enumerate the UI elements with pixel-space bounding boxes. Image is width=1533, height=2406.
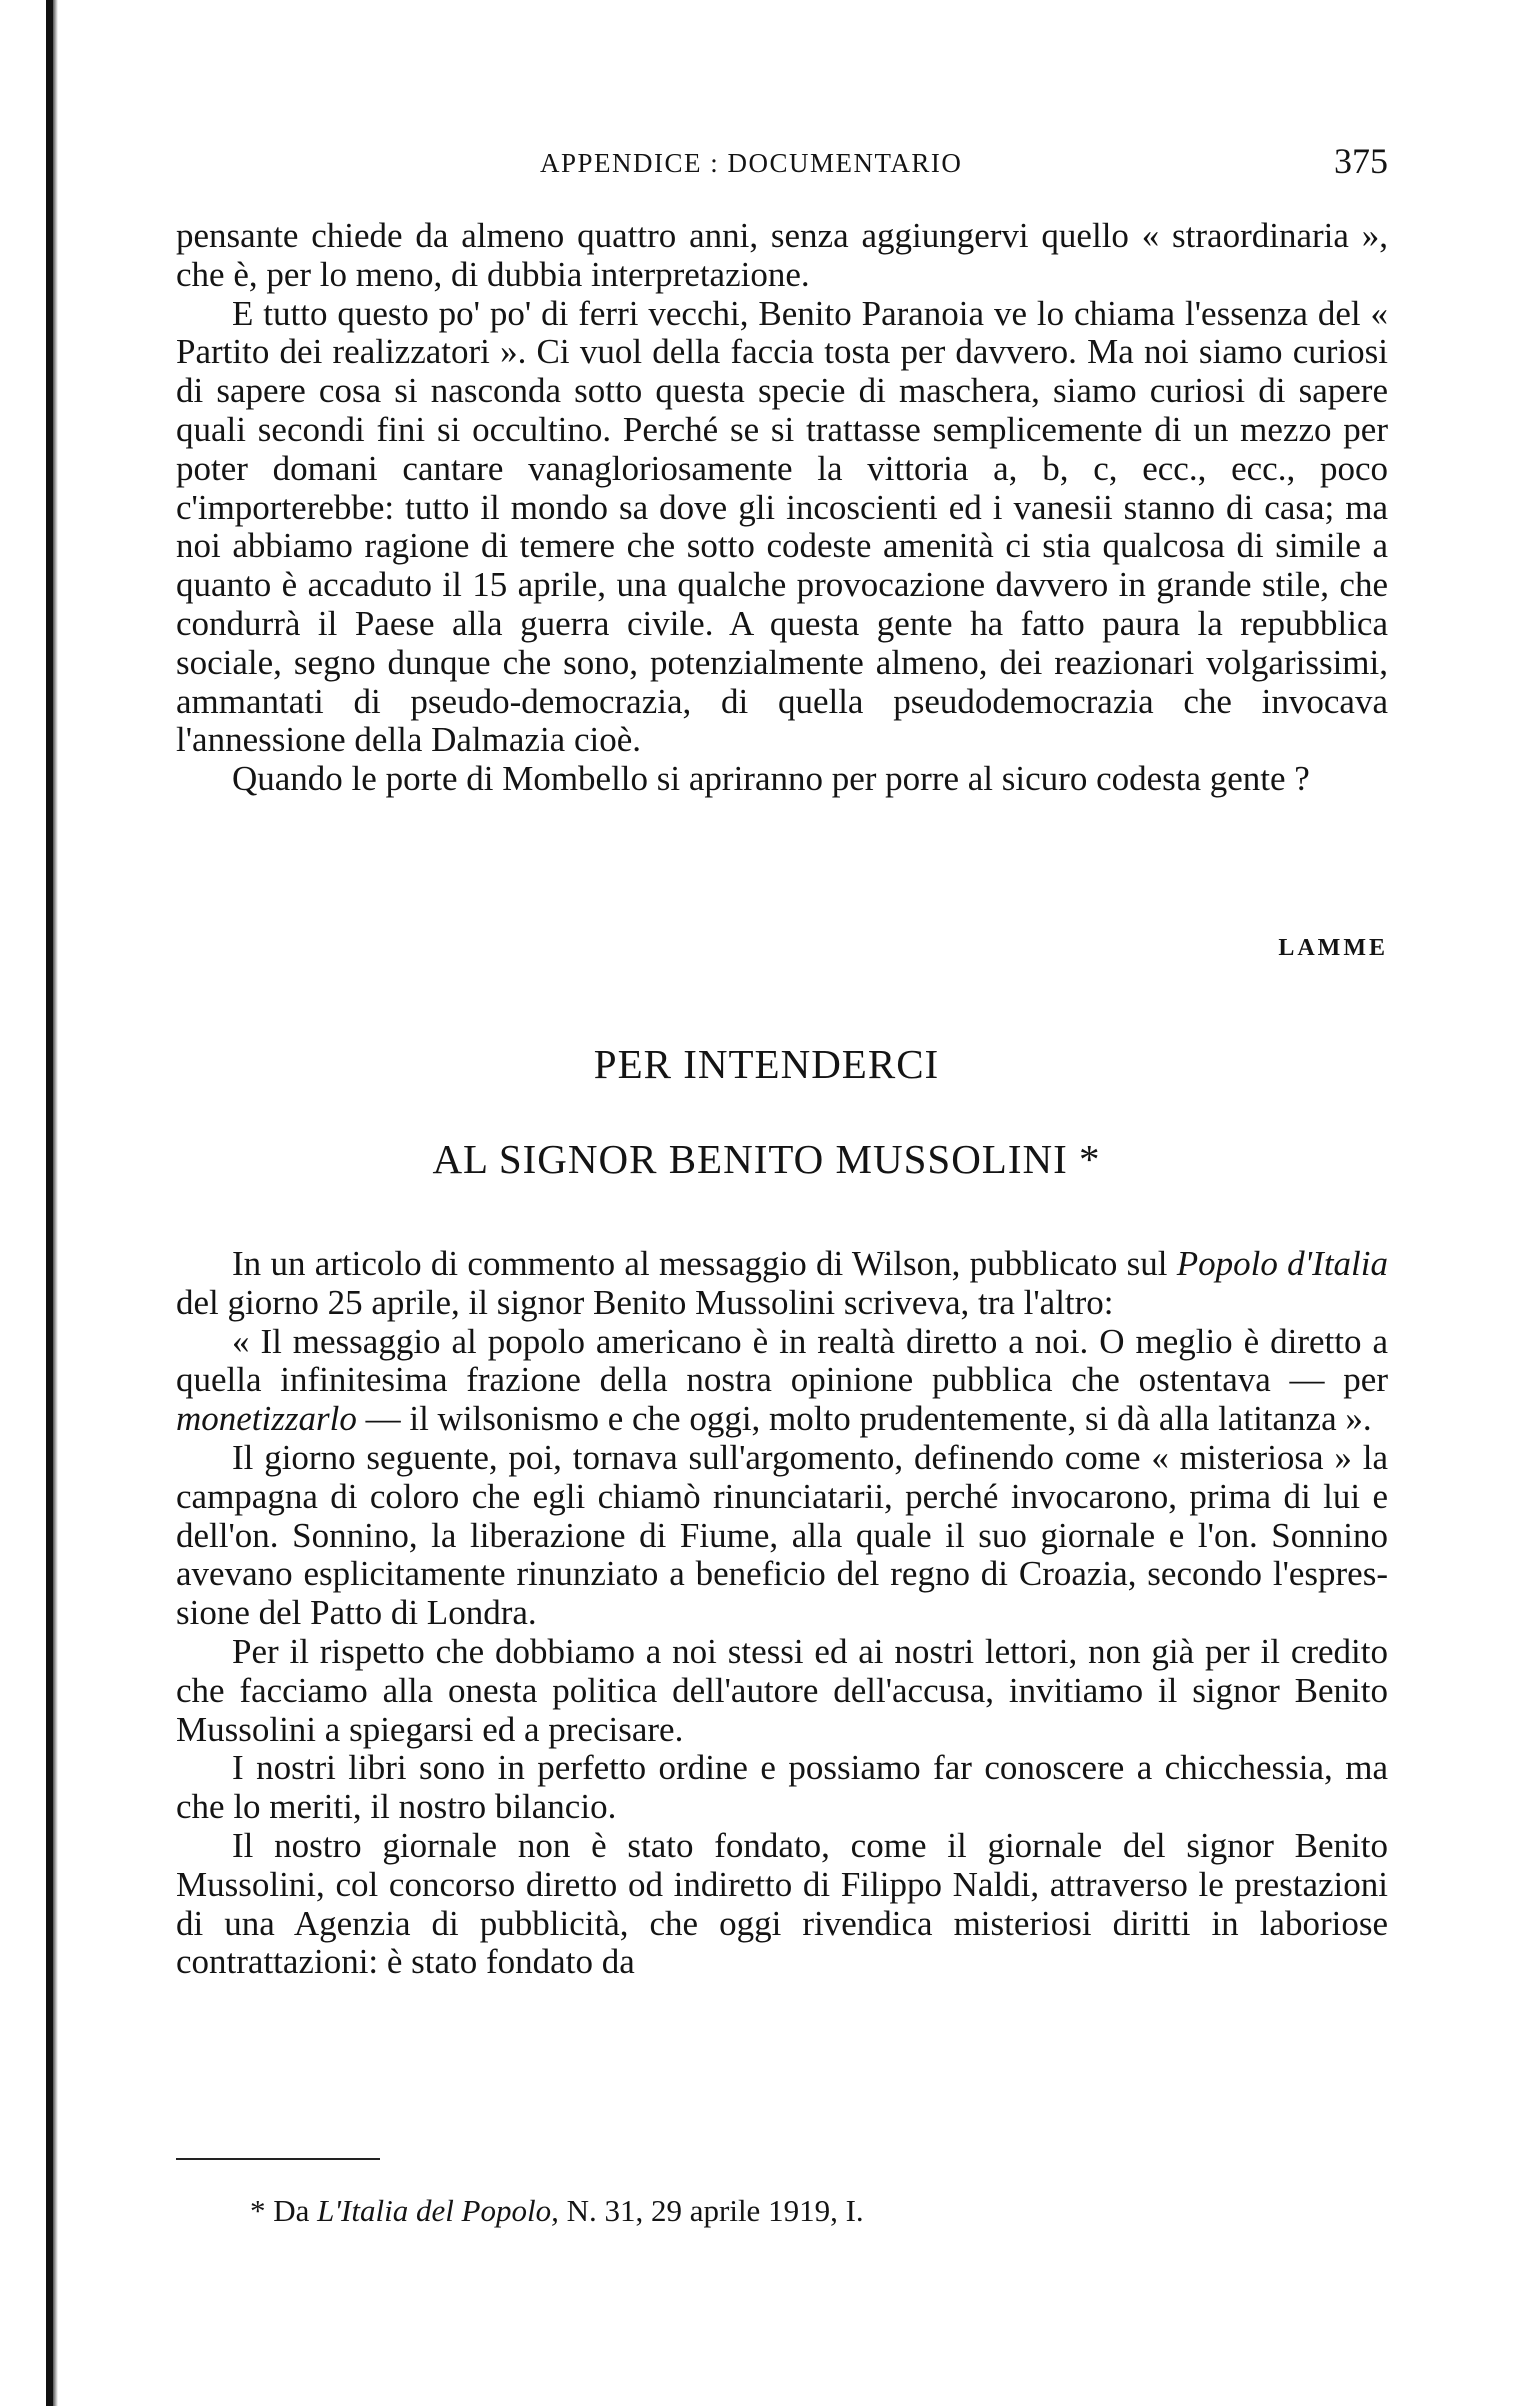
section-heading: PER INTENDERCI: [593, 1041, 940, 1087]
paragraph: E tutto questo po' po' di ferri vecchi, Benito Paranoia ve lo chiama l'essenza del « Partito dei realizzatori ». Ci vuol della faccia tosta per davvero. Ma noi siamo curiosi di sapere cosa si nasconda sotto questa specie di maschera, siamo curiosi di sapere quali secondi fini si occultino. Perché se si trattasse semplicemente di un mezzo per poter domani cantare vanagloriosamente la vittoria a, b, c, ecc., ecc., poco c'importerebbe: tutto il mondo sa dove gli incoscienti ed i vanesii stanno di casa; ma noi abbiamo ragione di temere che sotto codeste amenità ci stia qualcosa di simile a quanto è accaduto il 15 aprile, una qualche provocazione davvero in grande stile, che condurrà il Paese alla guerra civile. A questa gente ha fatto paura la repubblica sociale, segno dunque che sono, potenzialmente almeno, dei reazionari volgarissimi, ammantati di pseudo-democrazia, di quella pseudodemocrazia che invocava l'annessione della Dalmazia cioè.: [176, 293, 1388, 760]
page-spine-edge: [46, 0, 53, 2406]
footnote-prefix: * Da: [250, 2193, 318, 2228]
paragraph: pensante chiede da almeno quattro anni, senza aggiungervi quello « straordinaria », che è, per lo meno, di dubbia interpretazione.: [176, 216, 1388, 294]
footnote-divider: [176, 2158, 380, 2160]
footnote-suffix: N. 31, 29 aprile 1919, I.: [558, 2193, 864, 2228]
author-signature: LAMME: [1278, 935, 1388, 961]
newspaper-name: Popolo d'Italia: [1176, 1244, 1388, 1283]
text-run: — il wilsonismo e che oggi, molto prudentemente, si dà alla latitanza ».: [356, 1399, 1372, 1439]
paragraph: Il giorno seguente, poi, tornava sull'argomento, definendo come « misteriosa » la campagna di coloro che egli chiamò rinunciatarii, perché invocarono, prima di lui e dell'on. Sonnino, la liberazione di Fiume, alla quale il suo giornale e l'on. Sonnino avevano esplicitamente rinunziato a beneficio del regno di Croazia, secondo l'espressione del Patto di Londra.: [176, 1437, 1388, 1633]
footnote-source: L'Italia del Popolo,: [317, 2193, 559, 2228]
page-header: [176, 136, 1388, 196]
running-title: APPENDICE : DOCUMENTARIO: [540, 148, 963, 178]
text-run: In un articolo di commento al messaggio di Wilson, pubblicato sul: [232, 1244, 1177, 1283]
paragraph: Per il rispetto che dobbiamo a noi stessi ed ai nostri lettori, non già per il credito che facciamo alla onesta politica dell'autore dell'accusa, invitiamo il signor Benito Mussolini a spiegarsi ed a precisare.: [176, 1631, 1388, 1749]
paragraph: Il nostro giornale non è stato fondato, come il giornale del signor Benito Mussolini, col concorso diretto od indiretto di Filippo Naldi, attraverso le prestazioni di una Agenzia di pubblicità, che oggi rivendica misteriosi diritti in laboriose contrattazioni: è stato fondato da: [176, 1825, 1388, 1982]
paragraph: [176, 1245, 1388, 1323]
article-body: [176, 1245, 1388, 1982]
previous-article-text: [176, 217, 1388, 799]
page-spine-shadow: [53, 0, 58, 2406]
article-title: AL SIGNOR BENITO MUSSOLINI *: [432, 1136, 1101, 1182]
emphasized-word: monetizzarlo: [176, 1399, 357, 1439]
footnote: [250, 2193, 864, 2229]
text-run: del giorno 25 aprile, il signor Benito Mussolini scriveva, tra l'altro:: [176, 1282, 1114, 1322]
text-run: « Il messaggio al popolo americano è in realtà diretto a noi. O meglio è diretto a quella infinitesima frazione della nostra opinione pubblica che ostentava — per: [176, 1321, 1388, 1400]
paragraph: Quando le porte di Mombello si apriranno per porre al sicuro codesta gente ?: [232, 759, 1310, 799]
paragraph: I nostri libri sono in perfetto ordine e possiamo far conoscere a chicchessia, ma che lo meriti, il nostro bilancio.: [176, 1748, 1388, 1827]
page-number: 375: [1334, 141, 1388, 181]
quotation-paragraph: [176, 1323, 1388, 1439]
